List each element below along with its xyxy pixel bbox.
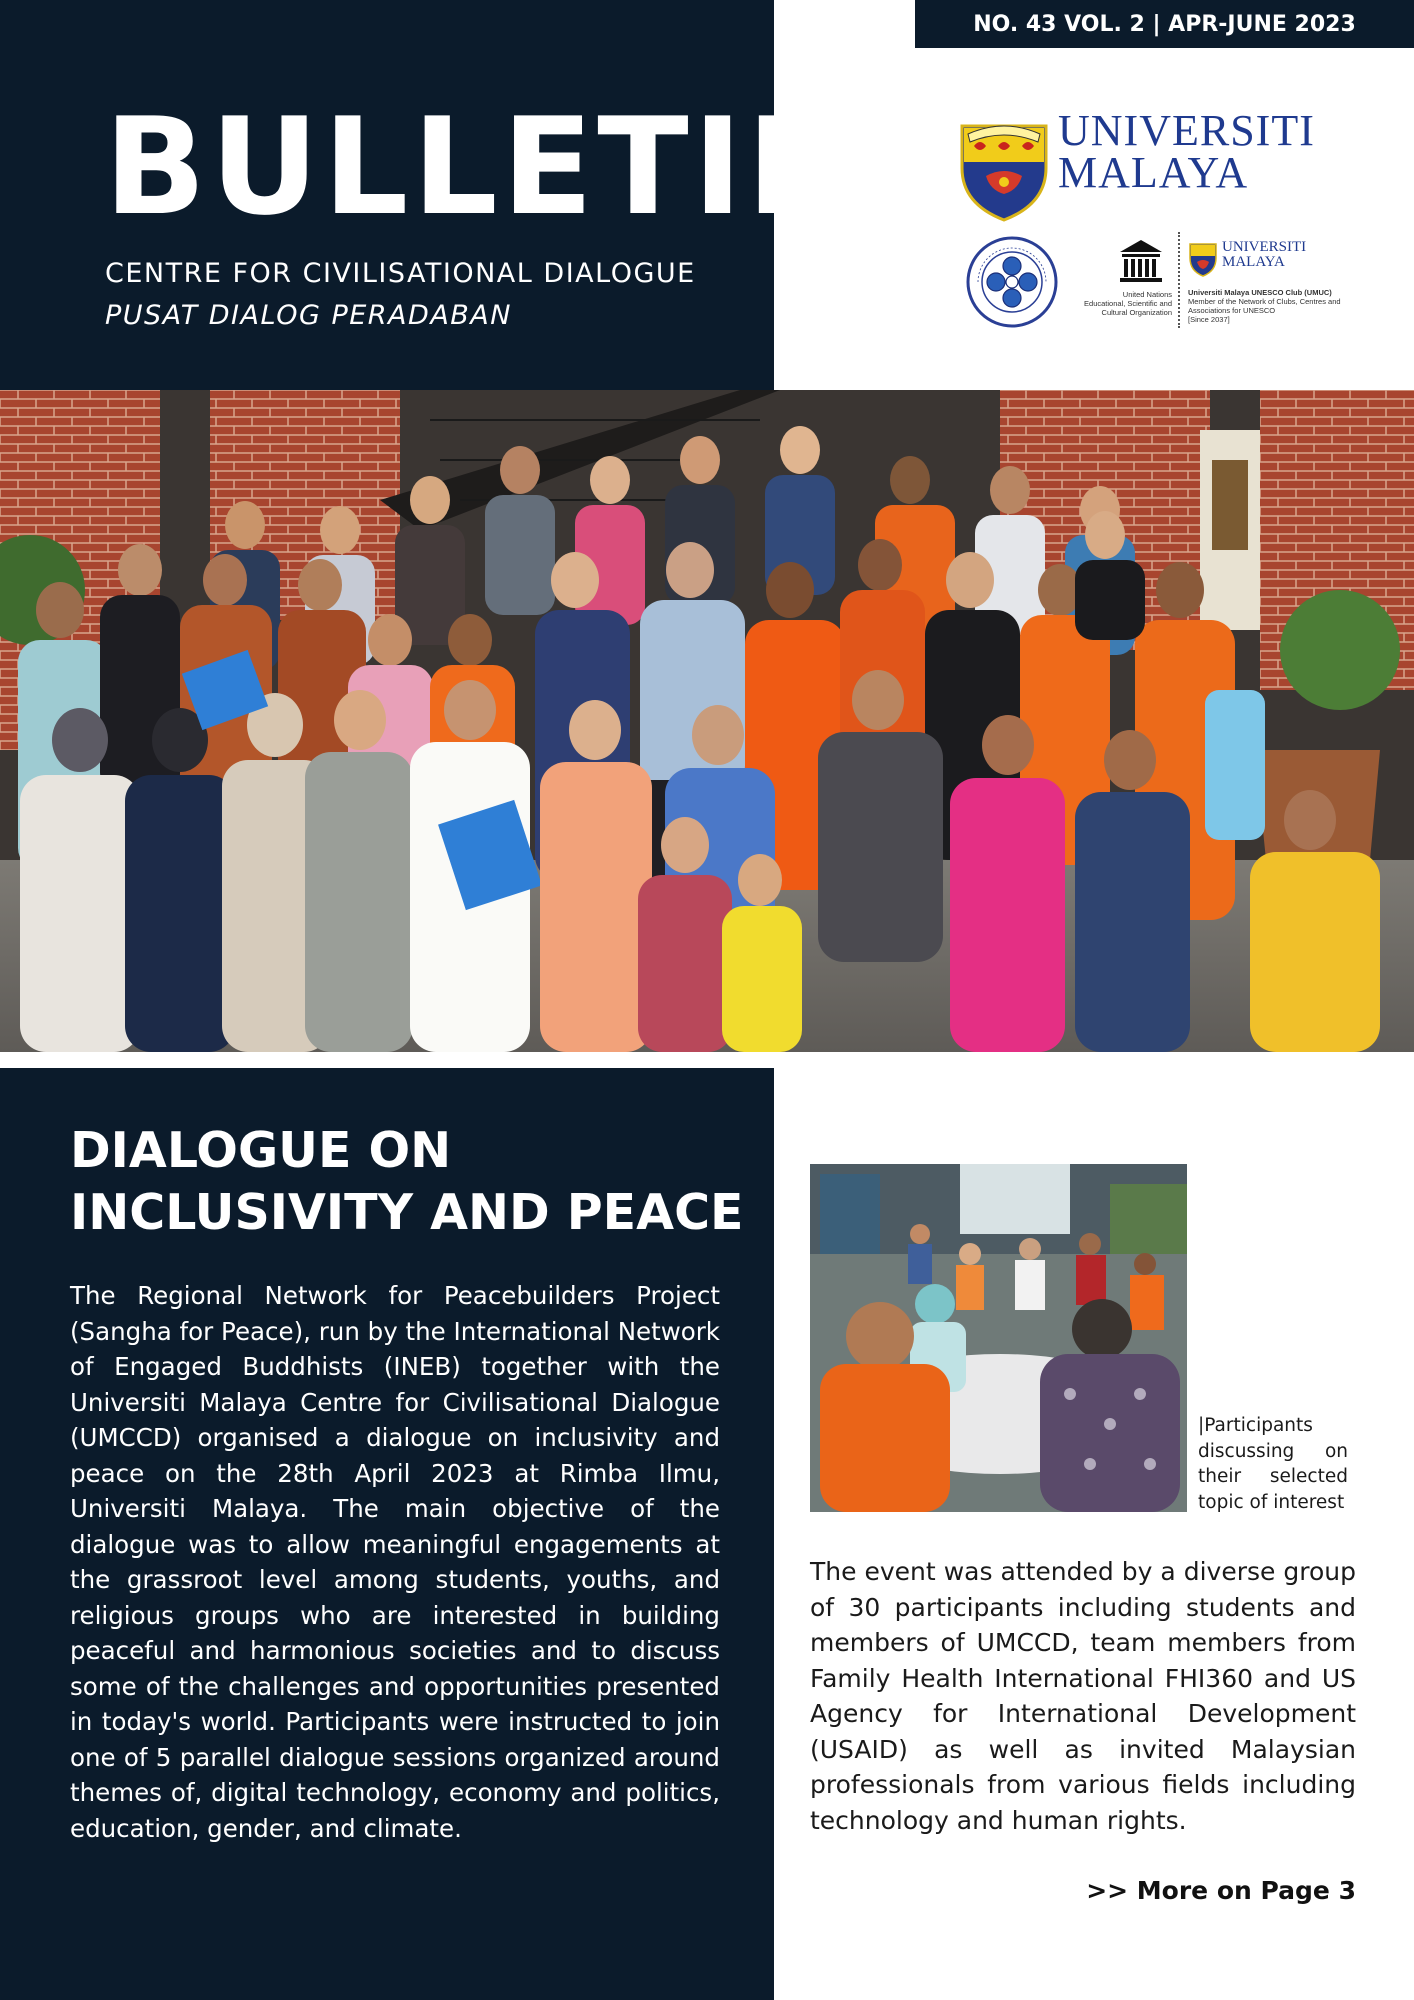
more-on-page-link[interactable]: >> More on Page 3 [1086,1876,1356,1905]
um-small-wordmark [1222,240,1306,270]
headline-line2: INCLUSIVITY AND PEACE [70,1184,744,1241]
centre-name-malay: PUSAT DIALOG PERADABAN [105,300,512,331]
issue-number: NO. 43 VOL. 2 | APR-JUNE 2023 [915,0,1414,48]
unesco-caption [1070,290,1172,317]
discussion-photo [810,1164,1187,1512]
headline-line1: DIALOGUE ON [70,1122,452,1179]
umuc-caption-line1: Member of the Network of Clubs, Centres and [1188,297,1341,306]
umuc-caption [1188,288,1348,324]
um-wordmark-line2: MALAYA [1058,148,1249,197]
bulletin-title: BULLETIN [104,89,863,245]
um-crest-icon [958,112,1050,224]
unesco-caption-line2: Educational, Scientific and [1084,299,1172,308]
um-wordmark-line1: UNIVERSITI [1058,106,1315,155]
centre-name: CENTRE FOR CIVILISATIONAL DIALOGUE [105,258,696,289]
umuc-caption-line3: [Since 2037] [1188,315,1230,324]
um-small-crest-icon [1188,240,1218,278]
ccd-seal-icon [966,236,1058,328]
photo-caption: |Participants discussing on their selected topic of interest [1198,1415,1348,1513]
unesco-temple-icon [1116,236,1166,286]
unesco-caption-line3: Cultural Organization [1101,308,1172,317]
article-headline [70,1120,750,1244]
article-body-right: The event was attended by a diverse group of 30 participants including students and members of UMCCD, team members from Family Health International FHI360 and US Agency for International Development (USAID) as well as invited Malaysian professionals from various fields including technology and human rights. [810,1557,1356,1835]
logo-divider [1178,232,1180,328]
umuc-caption-line2: Associations for UNESCO [1188,306,1276,315]
universiti-malaya-wordmark [1058,106,1315,197]
um-small-wordmark-line1: UNIVERSITI [1222,239,1307,255]
umuc-caption-title: Universiti Malaya UNESCO Club (UMUC) [1188,288,1332,297]
group-photo [0,390,1414,1052]
unesco-caption-line1: United Nations [1122,290,1172,299]
um-small-wordmark-line2: MALAYA [1222,254,1285,270]
article-body-left: The Regional Network for Peacebuilders Project (Sangha for Peace), run by the International Network of Engaged Buddhists (INEB) together with the Universiti Malaya Centre for Civilisational Dialogue (UMCCD) organised a dialogue on inclusivity and peace on the 28th April 2023 at Rimba Ilmu, Universiti Malaya. The main objective of the dialogue was to allow meaningful engagements at the grassroot level among students, youths, and religious groups who are interested in building peaceful and harmonious societies and to discuss some of the challenges and opportunities presented in today's world. Participants were instructed to join one of 5 parallel dialogue sessions organized around themes of, digital technology, economy and politics, education, gender, and climate. [70,1281,720,1843]
